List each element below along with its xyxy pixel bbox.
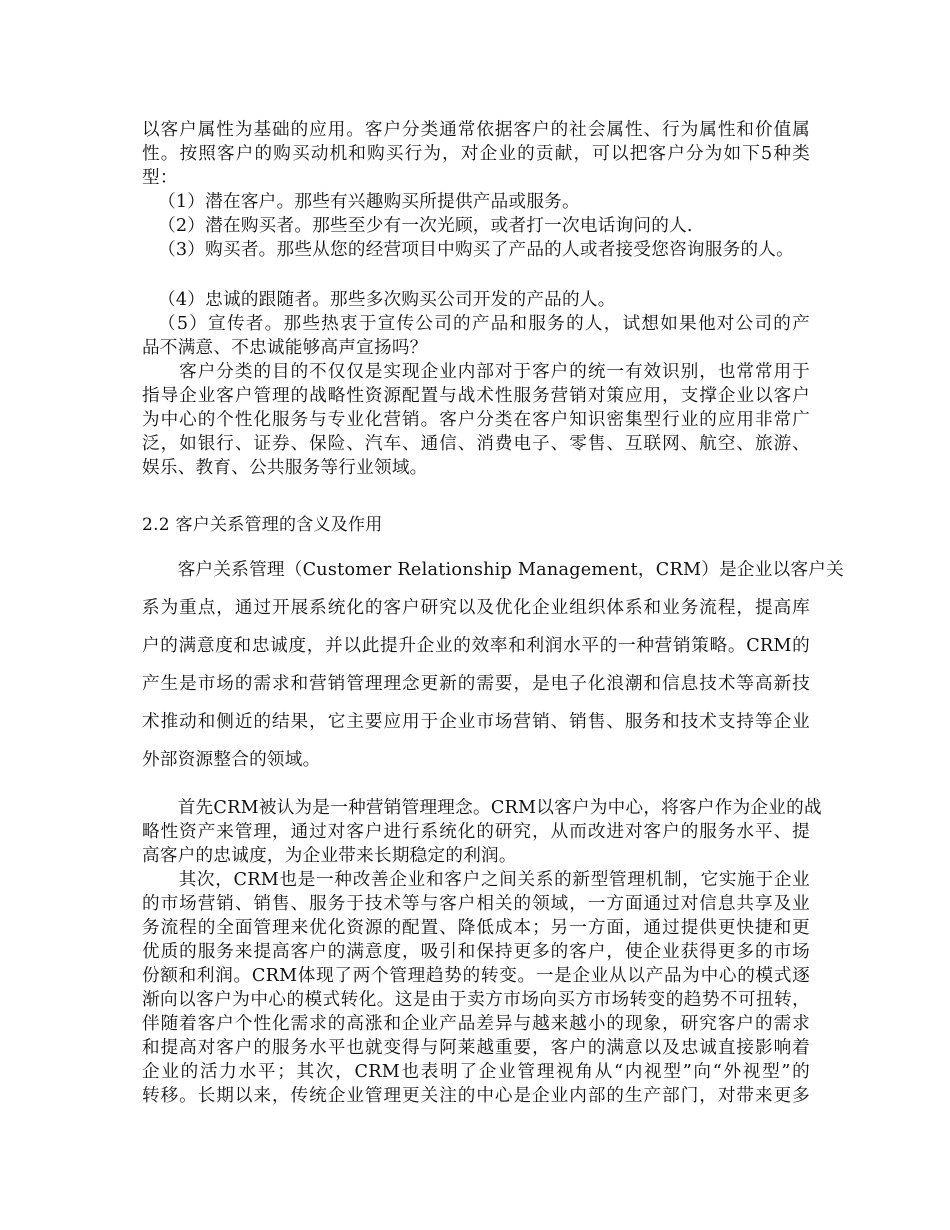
paragraph-line: 术推动和侧近的结果，它主要应用于企业市场营销、销售、服务和技术支持等企业: [142, 712, 810, 732]
paragraph-line: 渐向以客户为中心的模式转化。这是由于卖方市场向买方市场转变的趋势不可扭转，: [142, 990, 810, 1010]
list-item-continuation: 品不满意、不忠诚能够高声宣扬吗？: [142, 338, 428, 358]
paragraph-line: 优质的服务来提高客户的满意度，吸引和保持更多的客户，使企业获得更多的市场: [142, 942, 810, 962]
paragraph-line: 伴随着客户个性化需求的高涨和企业产品差异与越来越小的现象，研究客户的需求: [142, 1014, 810, 1034]
paragraph-line: 企业的活力水平；其次，CRM也表明了企业管理视角从“内视型”向“外视型”的: [142, 1062, 810, 1082]
paragraph-line: 和提高对客户的服务水平也就变得与阿莱越重要，客户的满意以及忠诚直接影响着: [142, 1038, 810, 1058]
section-heading: 2.2 客户关系管理的含义及作用: [142, 515, 383, 535]
paragraph-line: 指导企业客户管理的战略性资源配置与战术性服务营销对策应用，支撑企业以客户: [142, 386, 810, 406]
paragraph-line: 的市场营销、销售、服务于技术等与客户相关的领域，一方面通过对信息共享及业: [142, 894, 810, 914]
paragraph-line: 产生是市场的需求和营销管理理念更新的需要，是电子化浪潮和信息技术等高新技: [142, 674, 810, 694]
paragraph-line: 转移。长期以来，传统企业管理更关注的中心是企业内部的生产部门，对带来更多: [142, 1086, 810, 1106]
intro-line: 性。按照客户的购买动机和购买行为，对企业的贡献，可以把客户分为如下5种类: [142, 144, 810, 164]
paragraph-line: 户的满意度和忠诚度，并以此提升企业的效率和利润水平的一种营销策略。CRM的: [142, 636, 810, 656]
list-item: （2）潜在购买者。那些至少有一次光顾，或者打一次电话询问的人.: [158, 216, 693, 236]
intro-line: 以客户属性为基础的应用。客户分类通常依据客户的社会属性、行为属性和价值属: [142, 120, 810, 140]
intro-line: 型：: [142, 168, 178, 188]
list-item: （5）宣传者。那些热衷于宣传公司的产品和服务的人，试想如果他对公司的产: [158, 314, 810, 334]
paragraph-line: 高客户的忠诚度，为企业带来长期稳定的利润。: [142, 846, 517, 866]
paragraph-line: 客户分类的目的不仅仅是实现企业内部对于客户的统一有效识别，也常常用于: [142, 362, 810, 382]
paragraph-line: 为中心的个性化服务与专业化营销。客户分类在客户知识密集型行业的应用非常广: [142, 410, 810, 430]
paragraph-line: 系为重点，通过开展系统化的客户研究以及优化企业组织体系和业务流程，提高库: [142, 598, 810, 618]
paragraph-line: 略性资产来管理，通过对客户进行系统化的研究，从而改进对客户的服务水平、提: [142, 822, 810, 842]
paragraph-line: 外部资源整合的领域。: [142, 750, 321, 770]
paragraph-line: 泛，如银行、证券、保险、汽车、通信、消费电子、零售、互联网、航空、旅游、: [142, 434, 810, 454]
paragraph-line: 娱乐、教育、公共服务等行业领域。: [142, 458, 428, 478]
paragraph-line: 份额和利润。CRM体现了两个管理趋势的转变。一是企业从以产品为中心的模式逐: [142, 966, 810, 986]
paragraph-line: 其次，CRM也是一种改善企业和客户之间关系的新型管理机制，它实施于企业: [142, 870, 810, 890]
paragraph-line: 务流程的全面管理来优化资源的配置、降低成本；另一方面，通过提供更快捷和更: [142, 918, 810, 938]
list-item: （1）潜在客户。那些有兴趣购买所提供产品或服务。: [158, 192, 580, 212]
paragraph-line: 客户关系管理（Customer Relationship Management，CRM）是企业以客户关: [142, 560, 844, 580]
paragraph-line: 首先CRM被认为是一种营销管理理念。CRM以客户为中心，将客户作为企业的战: [142, 798, 822, 818]
list-item: （3）购买者。那些从您的经营项目中购买了产品的人或者接受您咨询服务的人。: [158, 240, 794, 260]
list-item: （4）忠诚的跟随者。那些多次购买公司开发的产品的人。: [158, 290, 616, 310]
